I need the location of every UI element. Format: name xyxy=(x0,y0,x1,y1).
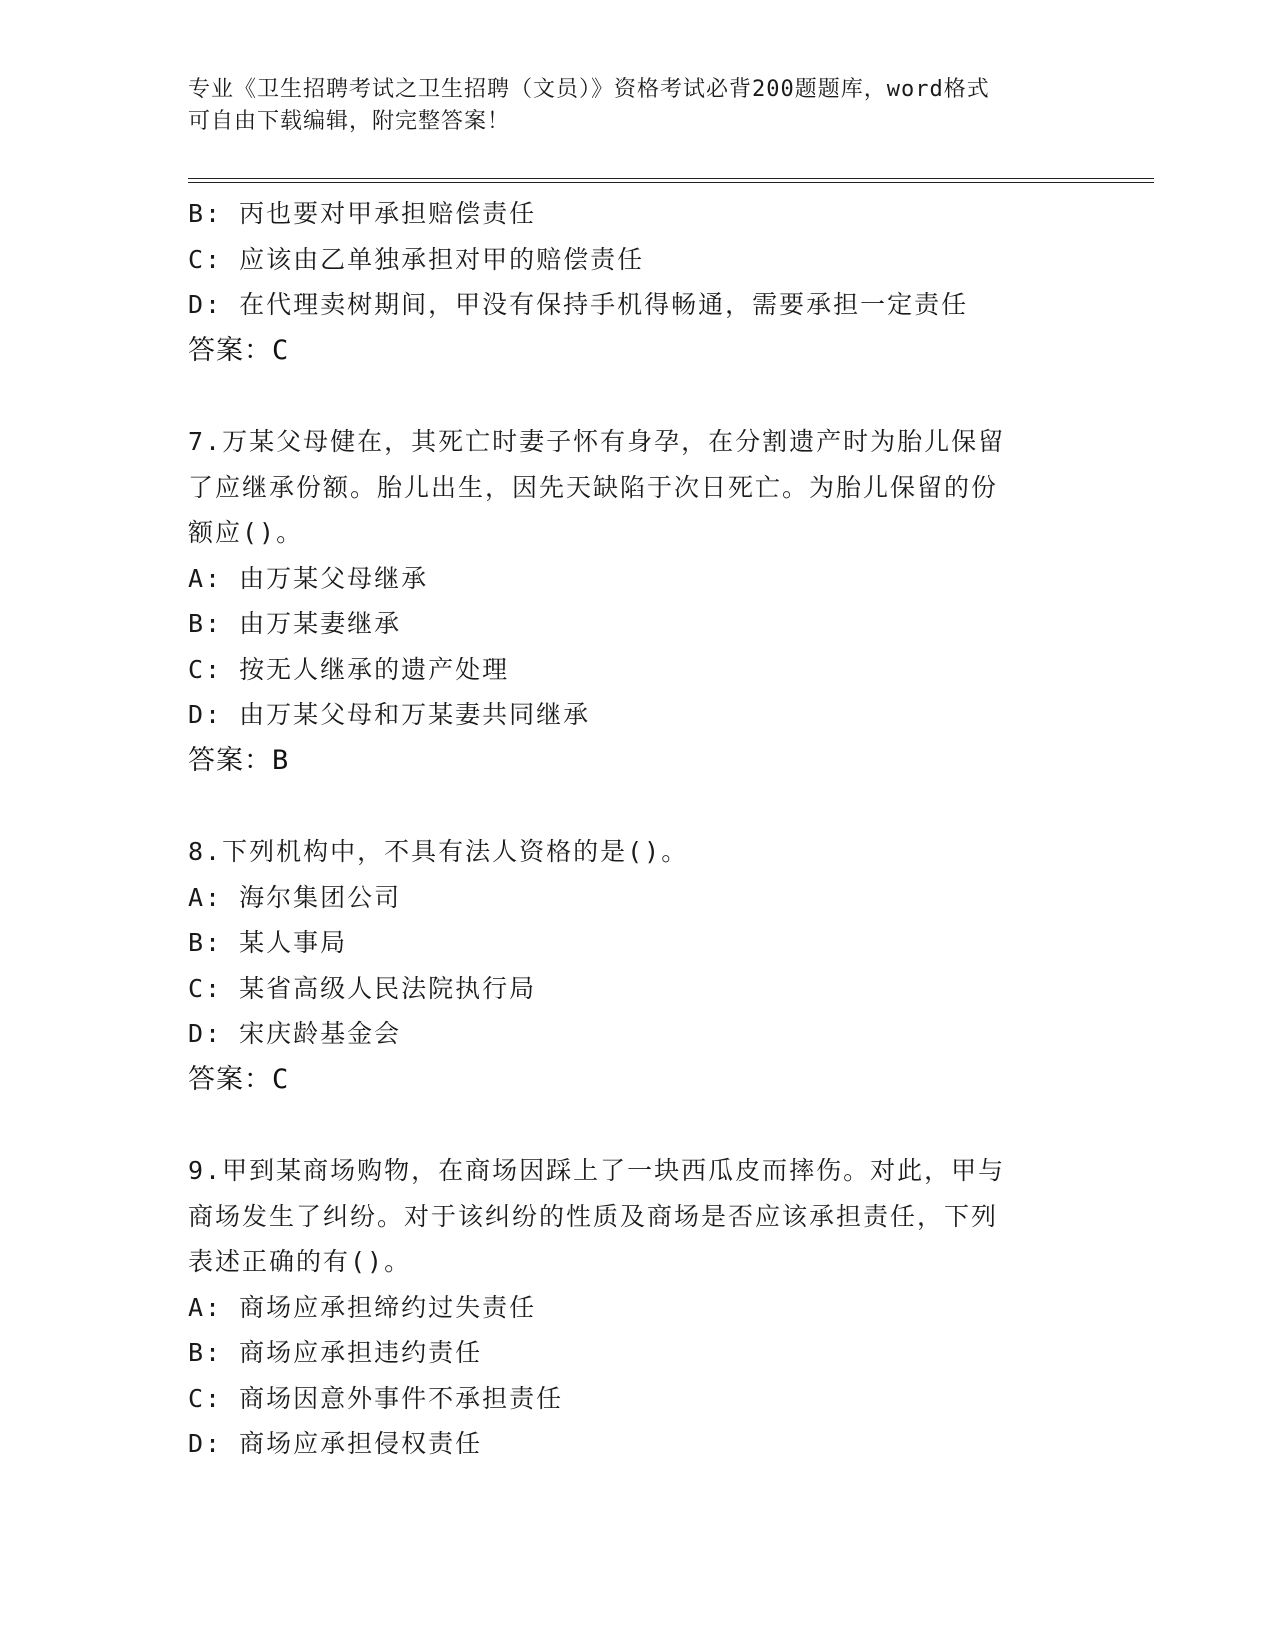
q8-option-c: C: 某省高级人民法院执行局 xyxy=(188,973,537,1003)
q7-stem-line2: 了应继承份额。胎儿出生，因先天缺陷于次日死亡。为胎儿保留的份 xyxy=(188,472,999,502)
q6-answer: 答案：C xyxy=(188,334,290,366)
spacer xyxy=(188,783,1088,829)
header-title-line1: 专业《卫生招聘考试之卫生招聘（文员）》资格考试必背200题题库，word格式 xyxy=(188,77,990,102)
q7-stem-line3: 额应()。 xyxy=(188,518,304,547)
q7-option-a: A: 由万某父母继承 xyxy=(188,563,429,593)
spacer xyxy=(188,1102,1088,1148)
q9-stem-line2: 商场发生了纠纷。对于该纠纷的性质及商场是否应该承担责任，下列 xyxy=(188,1201,999,1231)
q6-option-d: D: 在代理卖树期间，甲没有保持手机得畅通，需要承担一定责任 xyxy=(188,290,969,319)
q7-stem-line1: 7.万某父母健在，其死亡时妻子怀有身孕，在分割遗产时为胎儿保留 xyxy=(188,427,1006,456)
q7-answer: 答案：B xyxy=(188,744,290,776)
q9-option-a: A: 商场应承担缔约过失责任 xyxy=(188,1292,537,1322)
question-9 xyxy=(188,1148,1088,1467)
question-8 xyxy=(188,829,1088,1102)
q7-option-d: D: 由万某父母和万某妻共同继承 xyxy=(188,700,591,729)
header-divider xyxy=(188,178,1154,183)
q9-option-d: D: 商场应承担侵权责任 xyxy=(188,1429,483,1458)
q6-option-c: C: 应该由乙单独承担对甲的赔偿责任 xyxy=(188,244,645,274)
q8-answer: 答案：C xyxy=(188,1063,290,1095)
q8-option-b: B: 某人事局 xyxy=(188,928,348,957)
q8-stem-line1: 8.下列机构中，不具有法人资格的是()。 xyxy=(188,837,689,866)
page-header xyxy=(188,74,1088,138)
header-title-line2: 可自由下载编辑，附完整答案！ xyxy=(188,109,511,134)
q9-stem-line3: 表述正确的有()。 xyxy=(188,1247,412,1276)
q6-option-b: B: 丙也要对甲承担赔偿责任 xyxy=(188,199,537,228)
q7-option-b: B: 由万某妻继承 xyxy=(188,609,402,638)
question-list xyxy=(188,191,1088,1467)
q8-option-d: D: 宋庆龄基金会 xyxy=(188,1019,402,1048)
question-6 xyxy=(188,191,1088,373)
q9-stem-line1: 9.甲到某商场购物，在商场因踩上了一块西瓜皮而摔伤。对此，甲与 xyxy=(188,1156,1006,1185)
question-7 xyxy=(188,419,1088,783)
spacer xyxy=(188,373,1088,419)
q8-option-a: A: 海尔集团公司 xyxy=(188,882,402,912)
q7-option-c: C: 按无人继承的遗产处理 xyxy=(188,654,510,684)
q9-option-c: C: 商场因意外事件不承担责任 xyxy=(188,1383,564,1413)
q9-option-b: B: 商场应承担违约责任 xyxy=(188,1338,483,1367)
